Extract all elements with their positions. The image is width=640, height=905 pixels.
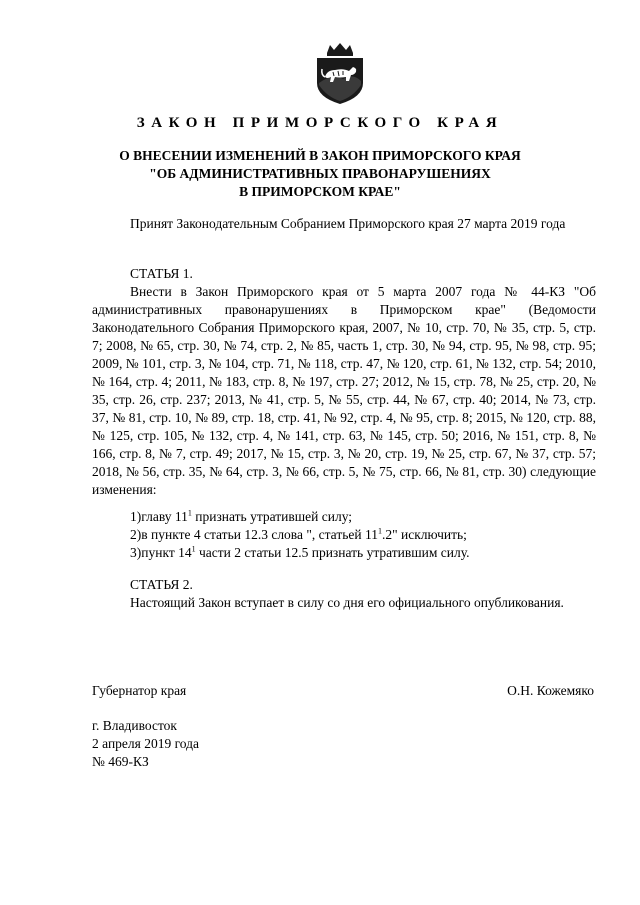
signing-date: 2 апреля 2019 года (92, 736, 200, 751)
article-1-text: Внести в Закон Приморского края от 5 марта 2007 года № 44-КЗ "Об административных правонарушениях в Приморском крае" (Ведомости Законодательного Собрания Приморского края, 2007, № 10, стр. 70, № 35, стр. 5, стр. 7; 2008, № 65, стр. 30, № 74, стр. 2, № 85, часть 1, стр. 30, № 94, стр. 95, № 98, стр. 95; 2009, № 101, стр. 3, № 104, стр. 71, № 118, стр. 47, № 120, стр. 61, № 132, стр. 54; 2010, № 164, стр. 4; 2011, № 183, стр. 8, № 197, стр. 27; 2012, № 15, стр. 78, № 25, стр. 20, № 35, стр. 26, стр. 237; 2013, № 41, стр. 5, № 55, стр. 44, № 67, стр. 40; 2014, № 73, стр. 37, № 81, стр. 10, № 89, стр. 18, стр. 41, № 92, стр. 4, № 95, стр. 8; 2015, № 120, стр. 88, № 125, стр. 105, № 132, стр. 4, № 141, стр. 63, № 145, стр. 50; 2016, № 151, стр. 8, № 166, стр. 8, № 7, стр. 49; 2017, № 15, стр. 3, № 20, стр. 19, № 25, стр. 67, № 37, стр. 57; 2018, № 56, стр. 35, № 64, стр. 3, № 66, стр. 5, № 75, стр. 66, № 81, стр. 30) следующие изменения: (92, 284, 596, 497)
subtitle-line: "ОБ АДМИНИСТРАТИВНЫХ ПРАВОНАРУШЕНИЯХ (149, 166, 491, 181)
adoption-statement: Принят Законодательным Собранием Приморского края 27 марта 2019 года (130, 216, 566, 231)
law-subtitle (0, 147, 640, 201)
subtitle-line: О ВНЕСЕНИИ ИЗМЕНЕНИЙ В ЗАКОН ПРИМОРСКОГО КРАЯ (119, 148, 521, 163)
amendment-list (92, 508, 596, 562)
article-2-text: Настоящий Закон вступает в силу со дня его официального опубликования. (130, 595, 564, 610)
document-footer (92, 717, 199, 771)
subtitle-line: В ПРИМОРСКОМ КРАЕ" (239, 184, 401, 199)
law-title: ЗАКОН ПРИМОРСКОГО КРАЯ (136, 115, 504, 131)
amendment-item: 1)главу $11^1$ признать утратившей силу; (130, 508, 353, 524)
amendment-item: 3)пункт $14^1$ части 2 статьи 12.5 признать утратившим силу. (130, 544, 470, 560)
signatory-position: Губернатор края (92, 683, 187, 698)
signatory-name: О.Н. Кожемяко (507, 683, 594, 698)
law-number: № 469-КЗ (92, 754, 149, 769)
signing-place: г. Владивосток (92, 718, 177, 733)
amendment-item: 2)в пункте 4 статьи 12.3 слова ", статьей $11^1.2$" исключить; (130, 526, 467, 542)
primorsky-coat-of-arms-icon (313, 43, 367, 105)
article-1-heading: СТАТЬЯ 1. (130, 266, 193, 281)
article-2-heading: СТАТЬЯ 2. (130, 577, 193, 592)
